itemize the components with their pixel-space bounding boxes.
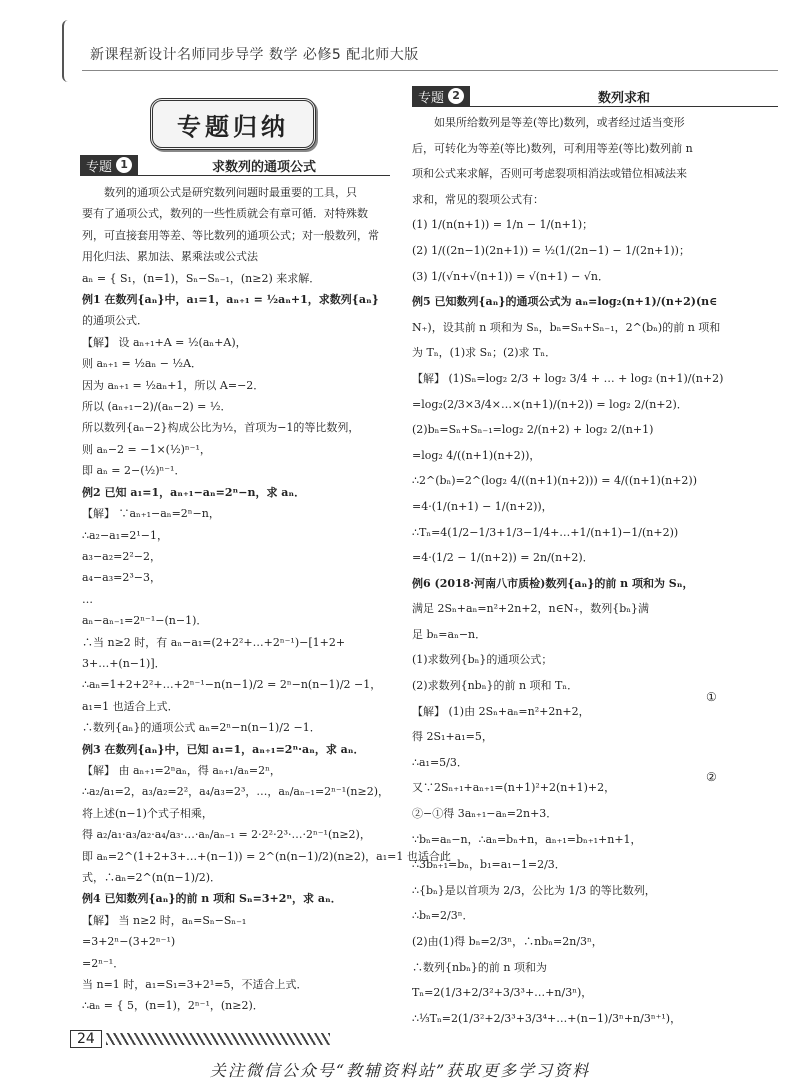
text-line: ∴aₙ=1+2+2²+…+2ⁿ⁻¹−n(n−1)/2 = 2ⁿ−n(n−1)/2 −1， <box>82 678 382 692</box>
text-line: 当 n=1 时，a₁=S₁=3+2¹=5，不适合上式． <box>82 978 308 992</box>
text-line: 【解】 ∵aₙ₊₁−aₙ=2ⁿ−n， <box>82 507 220 521</box>
text-line: 所以数列{aₙ−2}构成公比为½，首项为−1的等比数列， <box>82 421 360 435</box>
text-line: 得 a₂/a₁·a₃/a₂·a₄/a₃·…·aₙ/aₙ₋₁ = 2·2²·2³·…·2ⁿ⁻¹(n≥2)， <box>82 828 371 842</box>
text-line: 项和公式来求解，否则可考虑裂项相消法或错位相减法来 <box>412 167 687 181</box>
text-line: 所以 (aₙ₊₁−2)/(aₙ−2) = ½． <box>82 400 232 414</box>
text-line: ∴a₂/a₁=2，a₃/a₂=2²，a₄/a₃=2³，…，aₙ/aₙ₋₁=2ⁿ⁻¹(n≥2)， <box>82 785 390 799</box>
text-line: ∴Tₙ=4(1/2−1/3+1/3−1/4+…+1/(n+1)−1/(n+2)) <box>412 525 679 539</box>
text-line: 例5 已知数列{aₙ}的通项公式为 aₙ=log₂(n+1)/(n+2)(n∈ <box>412 295 718 309</box>
text-line: 即 aₙ=2^(1+2+3+…+(n−1)) = 2^(n(n−1)/2)(n≥2)，a₁=1 也适合此 <box>82 849 451 863</box>
text-line: =4·(1/2 − 1/(n+2)) = 2n/(n+2)． <box>412 551 594 565</box>
text-line: aₙ−aₙ₋₁=2ⁿ⁻¹−(n−1)． <box>82 614 208 628</box>
text-line: ∵bₙ=aₙ−n，∴aₙ=bₙ+n，aₙ₊₁=bₙ₊₁+n+1， <box>412 832 642 846</box>
section-1-number: 1 <box>116 157 132 173</box>
section-2-title: 数列求和 <box>598 90 651 106</box>
section-1-heading <box>80 155 390 176</box>
bottom-note: 关注微信公众号“教辅资料站”获取更多学习资料 <box>209 1061 591 1080</box>
text-line: ∴a₁=5/3． <box>412 755 468 769</box>
text-line: (1)求数列{bₙ}的通项公式； <box>412 653 553 667</box>
text-line: 列，可直接套用等差、等比数列的通项公式；对一般数列，常 <box>82 228 379 242</box>
text-line: a₁=1 也适合上式． <box>82 699 179 713</box>
text-line: ∴当 n≥2 时，有 aₙ−a₁=(2+2²+…+2ⁿ⁻¹)−[1+2+ <box>82 635 346 649</box>
text-line: 又∵2Sₙ₊₁+aₙ₊₁=(n+1)²+2(n+1)+2， <box>412 781 616 795</box>
page-footer <box>70 1030 330 1048</box>
text-line: ∴数列{aₙ}的通项公式 aₙ=2ⁿ−n(n−1)/2 −1． <box>82 721 321 735</box>
text-line: 【解】 由 aₙ₊₁=2ⁿaₙ，得 aₙ₊₁/aₙ=2ⁿ， <box>82 763 281 777</box>
text-line: … <box>82 592 93 606</box>
text-line: a₄−a₃=2³−3， <box>82 571 161 585</box>
text-line: (1) 1/(n(n+1)) = 1/n − 1/(n+1)； <box>412 218 594 232</box>
text-line: ∴2^(bₙ)=2^(log₂ 4/((n+1)(n+2))) = 4/((n+1)(n+2)) <box>412 474 698 488</box>
text-line: 例6 (2018·河南八市质检)数列{aₙ}的前 n 项和为 Sₙ， <box>412 576 694 590</box>
text-line: 例1 在数列{aₙ}中，a₁=1，aₙ₊₁ = ½aₙ+1，求数列{aₙ} <box>82 293 379 307</box>
text-line: 为 Tₙ，(1)求 Sₙ；(2)求 Tₙ． <box>412 346 557 360</box>
text-line: 【解】 (1)Sₙ=log₂ 2/3 + log₂ 3/4 + … + log₂ (n+1)/(n+2) <box>412 371 724 385</box>
text-line: (2) 1/((2n−1)(2n+1)) = ½(1/(2n−1) − 1/(2n+1))； <box>412 243 690 257</box>
section-2-number: 2 <box>448 88 464 104</box>
text-line: 则 aₙ₊₁ = ½aₙ − ½A． <box>82 357 203 371</box>
text-line: ∴{bₙ}是以首项为 2/3，公比为 1/3 的等比数列， <box>412 883 656 897</box>
text-line: 后，可转化为等差(等比)数列，可利用等差(等比)数列前 n <box>412 141 693 155</box>
section-1-tag <box>80 155 138 175</box>
text-line: 例2 已知 a₁=1，aₙ₊₁−aₙ=2ⁿ−n，求 aₙ． <box>82 485 306 499</box>
footer-hatch-decoration <box>106 1033 330 1045</box>
text-line: =log₂ 4/((n+1)(n+2))， <box>412 448 541 462</box>
text-line: =2ⁿ⁻¹． <box>82 956 125 970</box>
text-line: Tₙ=2(1/3+2/3²+3/3³+…+n/3ⁿ)， <box>412 986 593 1000</box>
text-line: 3+…+(n−1)]． <box>82 656 166 670</box>
text-line: (2)由(1)得 bₙ=2/3ⁿ，∴nbₙ=2n/3ⁿ， <box>412 935 603 948</box>
text-line: =4·(1/(n+1) − 1/(n+2))， <box>412 499 553 513</box>
header-title: 新课程新设计名师同步导学 数学 必修5 配北师大版 <box>90 47 419 63</box>
text-line: (2)bₙ=Sₙ+Sₙ₋₁=log₂ 2/(n+2) + log₂ 2/(n+1) <box>412 423 654 437</box>
equation-marker-2: ② <box>706 770 717 784</box>
page-number: 24 <box>70 1030 102 1048</box>
text-line: ∴bₙ=2/3ⁿ． <box>412 909 474 923</box>
text-line: 得 2S₁+a₁=5， <box>412 730 493 744</box>
text-line: 即 aₙ = 2−(½)ⁿ⁻¹． <box>82 464 186 478</box>
text-line: 【解】 设 aₙ₊₁+A = ½(aₙ+A)， <box>82 335 247 349</box>
text-line: 则 aₙ−2 = −1×(½)ⁿ⁻¹， <box>82 442 211 456</box>
text-line: =log₂(2/3×3/4×…×(n+1)/(n+2)) = log₂ 2/(n+2)． <box>412 397 688 411</box>
text-line: ∴a₂−a₁=2¹−1， <box>82 528 168 542</box>
text-line: 足 bₙ=aₙ−n． <box>412 627 487 641</box>
chapter-banner: 专题归纳 <box>150 98 316 150</box>
equation-marker-1: ① <box>706 690 717 704</box>
text-line: ∴aₙ = { 5，(n=1)，2ⁿ⁻¹，(n≥2)． <box>82 999 264 1013</box>
text-line: 求和，常见的裂项公式有： <box>412 192 544 206</box>
section-1-title: 求数列的通项公式 <box>212 159 317 175</box>
text-line: 例4 已知数列{aₙ}的前 n 项和 Sₙ=3+2ⁿ，求 aₙ． <box>82 892 342 906</box>
text-line: ∴3bₙ₊₁=bₙ，b₁=a₁−1=2/3． <box>412 858 566 872</box>
section-1-tag-label: 专题 <box>86 159 113 175</box>
text-line: (2)求数列{nbₙ}的前 n 项和 Tₙ． <box>412 679 579 693</box>
header-divider <box>82 70 778 71</box>
text-line: ②−①得 3aₙ₊₁−aₙ=2n+3． <box>412 807 558 821</box>
section-2-tag <box>412 86 470 106</box>
text-line: 因为 aₙ₊₁ = ½aₙ+1，所以 A=−2． <box>82 378 265 392</box>
section-2-heading <box>412 86 778 107</box>
text-line: 【解】 当 n≥2 时，aₙ=Sₙ−Sₙ₋₁ <box>82 913 247 927</box>
text-line: 例3 在数列{aₙ}中，已知 a₁=1，aₙ₊₁=2ⁿ·aₙ，求 aₙ． <box>82 742 365 756</box>
text-line: ∴数列{nbₙ}的前 n 项和为 <box>412 960 547 974</box>
text-line: =3+2ⁿ−(3+2ⁿ⁻¹) <box>82 935 176 949</box>
text-line: (3) 1/(√n+√(n+1)) = √(n+1) − √n． <box>412 269 609 283</box>
text-line: 式，∴aₙ=2^(n(n−1)/2)． <box>82 871 222 884</box>
text-line: 如果所给数列是等差(等比)数列，或者经过适当变形 <box>412 116 685 129</box>
text-line: 的通项公式． <box>82 314 148 328</box>
text-line: 满足 2Sₙ+aₙ=n²+2n+2，n∈N₊，数列{bₙ}满 <box>412 602 650 616</box>
text-line: 将上述(n−1)个式子相乘， <box>82 806 213 820</box>
header-bracket <box>62 20 70 82</box>
text-line: aₙ = { S₁，(n=1)，Sₙ−Sₙ₋₁，(n≥2) 来求解． <box>82 271 321 285</box>
text-line: a₃−a₂=2²−2， <box>82 549 161 563</box>
right-column <box>412 110 778 1031</box>
section-2-tag-label: 专题 <box>418 90 445 106</box>
text-line: 数列的通项公式是研究数列问题时最重要的工具，只 <box>82 186 357 199</box>
text-line: 【解】 (1)由 2Sₙ+aₙ=n²+2n+2， <box>412 704 590 718</box>
text-line: 要有了通项公式，数列的一些性质就会有章可循．对特殊数 <box>82 207 368 221</box>
text-line: ∴⅓Tₙ=2(1/3²+2/3³+3/3⁴+…+(n−1)/3ⁿ+n/3ⁿ⁺¹)， <box>412 1011 682 1025</box>
text-line: 用化归法、累加法、累乘法或公式法 <box>82 250 258 264</box>
text-line: N₊)，设其前 n 项和为 Sₙ，bₙ=Sₙ+Sₙ₋₁，2^(bₙ)的前 n 项和 <box>412 320 721 334</box>
